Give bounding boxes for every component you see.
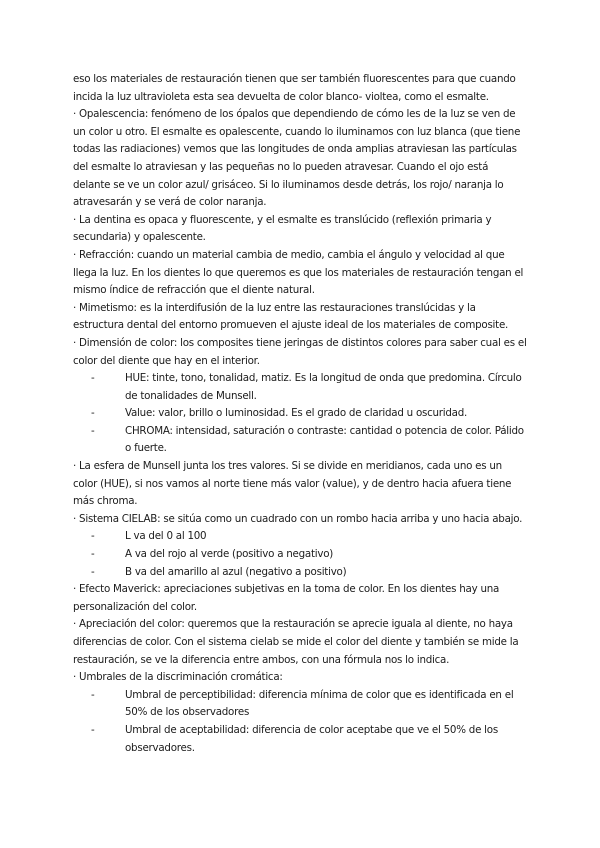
color-dimensions-list [73, 370, 528, 458]
dash-marker: - [91, 424, 95, 437]
thresholds-list [73, 687, 528, 757]
dash-marker: - [91, 530, 95, 543]
list-item-text: B va del amarillo al azul (negativo a positivo) [125, 565, 347, 578]
dash-marker: - [91, 372, 95, 385]
dash-marker: - [91, 723, 95, 736]
list-item-text: Umbral de perceptibilidad: diferencia mínima de color que es identificada en el 50% de los observadores [125, 688, 514, 719]
dash-marker: - [91, 565, 95, 578]
paragraph-mimetism: · Mimetismo: es la interdifusión de la luz entre las restauraciones translúcidas y la estructura dental del entorno promueven el ajuste ideal de los materiales de composite. [73, 301, 509, 332]
list-item-text: CHROMA: intensidad, saturación o contraste: cantidad o potencia de color. Pálido o fuerte. [125, 424, 524, 455]
paragraph-dentin: · La dentina es opaca y fluorescente, y el esmalte es translúcido (reflexión primaria y secundaria) y opalescente. [73, 213, 492, 244]
list-item [91, 564, 528, 582]
list-item [91, 722, 528, 757]
paragraph-thresholds: · Umbrales de la discriminación cromática: [73, 671, 283, 684]
list-item-text: Umbral de aceptabilidad: diferencia de color aceptabe que ve el 50% de los observadores. [125, 723, 498, 754]
list-item-text: A va del rojo al verde (positivo a negativo) [125, 548, 334, 561]
list-item [91, 687, 528, 722]
list-item [91, 405, 528, 423]
paragraph-opalescence: · Opalescencia: fenómeno de los ópalos que dependiendo de cómo les de la luz se ven de un color u otro. El esmalte es opalescente, cuando lo iluminamos con luz blanca (que tiene todas las radiaciones) vemos que las longitudes de onda amplias atraviesan las partículas del esmalte lo atraviesan y las pequeñas no lo pueden atravesar. Cuando el ojo está delante se ve un color azul/ grisáceo. Si lo iluminamos desde detrás, los rojo/ naranja lo atravesarán y se verá de color naranja. [73, 108, 521, 209]
paragraph-refraction: · Refracción: cuando un material cambia de medio, cambia el ángulo y velocidad al que llega la luz. En los dientes lo que queremos es que los materiales de restauración tengan el mismo índice de refracción que el diente natural. [73, 248, 524, 297]
dash-marker: - [91, 548, 95, 561]
paragraph-munsell: · La esfera de Munsell junta los tres valores. Si se divide en meridianos, cada uno es un color (HUE), si nos vamos al norte tiene más valor (value), y de dentro hacia afuera tiene más chroma. [73, 460, 512, 508]
list-item [91, 528, 528, 546]
cielab-list [73, 528, 528, 581]
dash-marker: - [91, 407, 95, 420]
list-item [91, 423, 528, 458]
list-item-text: HUE: tinte, tono, tonalidad, matiz. Es la longitud de onda que predomina. Círculo de tonalidades de Munsell. [125, 372, 522, 402]
list-item [91, 546, 528, 564]
paragraph-color-appreciation: · Apreciación del color: queremos que la restauración se aprecie iguala al diente, no haya diferencias de color. Con el sistema cielab se mide el color del diente y también se mide la restauración, se ve la diferencia entre ambos, con una fórmula nos lo indica. [73, 618, 519, 666]
list-item-text: Value: valor, brillo o luminosidad. Es el grado de claridad u oscuridad. [125, 407, 468, 420]
paragraph-maverick: · Efecto Maverick: apreciaciones subjetivas en la toma de color. En los dientes hay una personalización del color. [73, 583, 500, 613]
list-item-text: L va del 0 al 100 [125, 530, 207, 543]
list-item [91, 370, 528, 405]
paragraph-color-dimension: · Dimensión de color: los composites tiene jeringas de distintos colores para saber cual es el color del diente que hay en el interior. [73, 336, 527, 367]
paragraph-fluorescence: eso los materiales de restauración tienen que ser también fluorescentes para que cuando incida la luz ultravioleta esta sea devuelta de color blanco- violtea, como el esmalte. [73, 73, 516, 103]
dash-marker: - [91, 688, 95, 701]
paragraph-cielab: · Sistema CIELAB: se sitúa como un cuadrado con un rombo hacia arriba y uno hacia abajo. [73, 512, 523, 525]
